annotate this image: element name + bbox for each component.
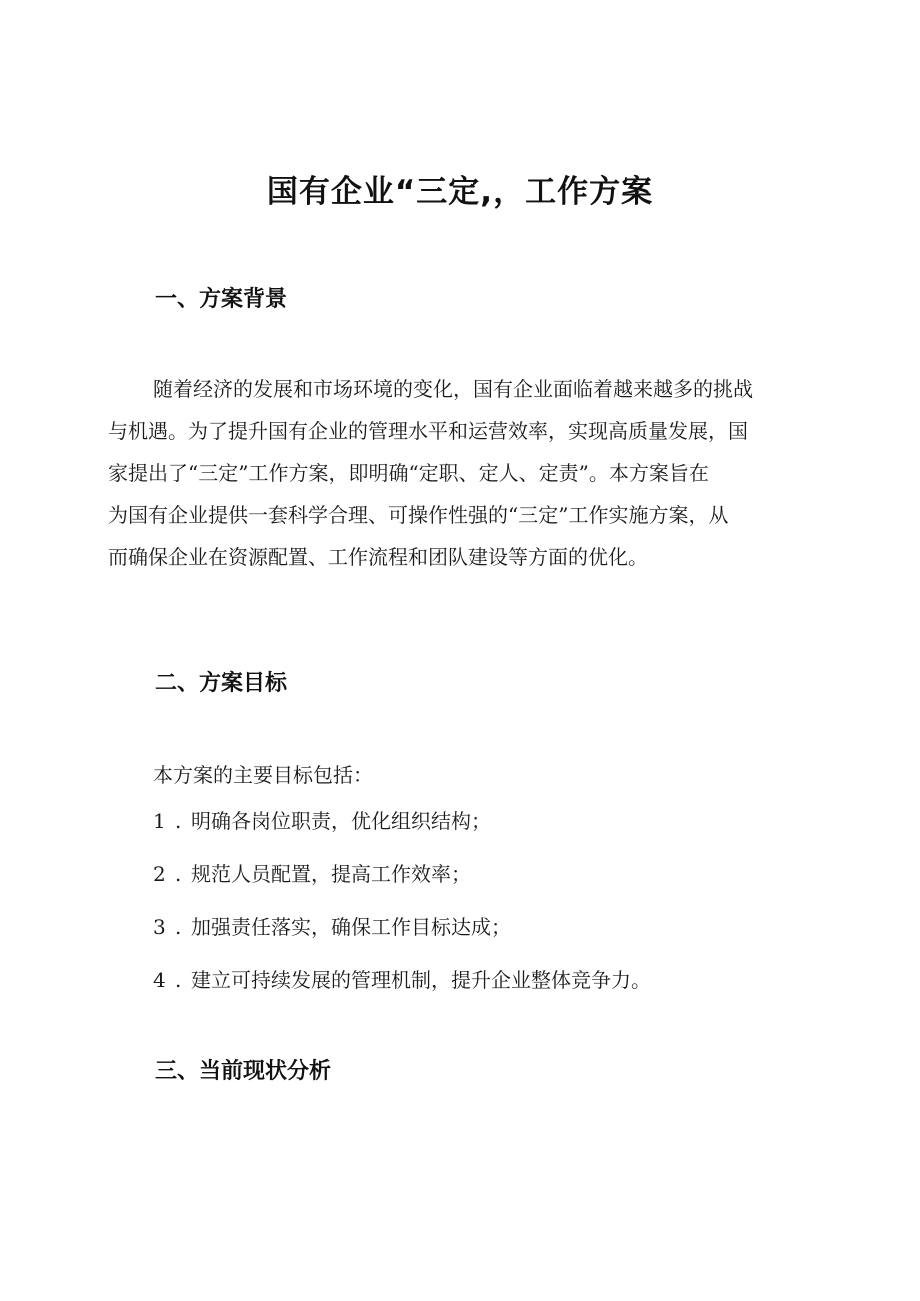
- list-item-text: 明确各岗位职责，优化组织结构；: [191, 809, 491, 833]
- section-heading-goals: 二、方案目标: [155, 671, 288, 696]
- section-heading-background: 一、方案背景: [155, 287, 288, 312]
- paragraph-line: 与机遇。为了提升国有企业的管理水平和运营效率，实现高质量发展，国: [108, 419, 748, 443]
- list-item-number: 4: [153, 968, 166, 992]
- background-paragraph: [108, 374, 808, 584]
- list-item-number: 3: [153, 915, 166, 939]
- list-item: 3 . 加强责任落实，确保工作目标达成；: [153, 912, 651, 965]
- goals-intro: 本方案的主要目标包括：: [153, 763, 373, 787]
- list-item-number: 1: [153, 809, 166, 833]
- list-item: 2 . 规范人员配置，提高工作效率；: [153, 859, 651, 912]
- paragraph-line: 为国有企业提供一套科学合理、可操作性强的“三定”工作实施方案，从: [108, 503, 729, 527]
- paragraph-line: 随着经济的发展和市场环境的变化，国有企业面临着越来越多的挑战: [153, 377, 753, 401]
- section-heading-status: 三、当前现状分析: [155, 1059, 332, 1084]
- list-item-number: 2: [153, 862, 166, 886]
- paragraph-line: 家提出了“三定”工作方案，即明确“定职、定人、定责”。本方案旨在: [108, 461, 709, 485]
- goals-list: [153, 806, 651, 1018]
- paragraph-line: 而确保企业在资源配置、工作流程和团队建设等方面的优化。: [108, 545, 648, 569]
- list-item-text: 加强责任落实，确保工作目标达成；: [191, 915, 511, 939]
- page-title: 国有企业“三定,，工作方案: [266, 174, 654, 210]
- list-item: 1 . 明确各岗位职责，优化组织结构；: [153, 806, 651, 859]
- list-item: 4 . 建立可持续发展的管理机制，提升企业整体竞争力。: [153, 965, 651, 1018]
- list-item-text: 建立可持续发展的管理机制，提升企业整体竞争力。: [191, 968, 651, 992]
- list-item-text: 规范人员配置，提高工作效率；: [191, 862, 471, 886]
